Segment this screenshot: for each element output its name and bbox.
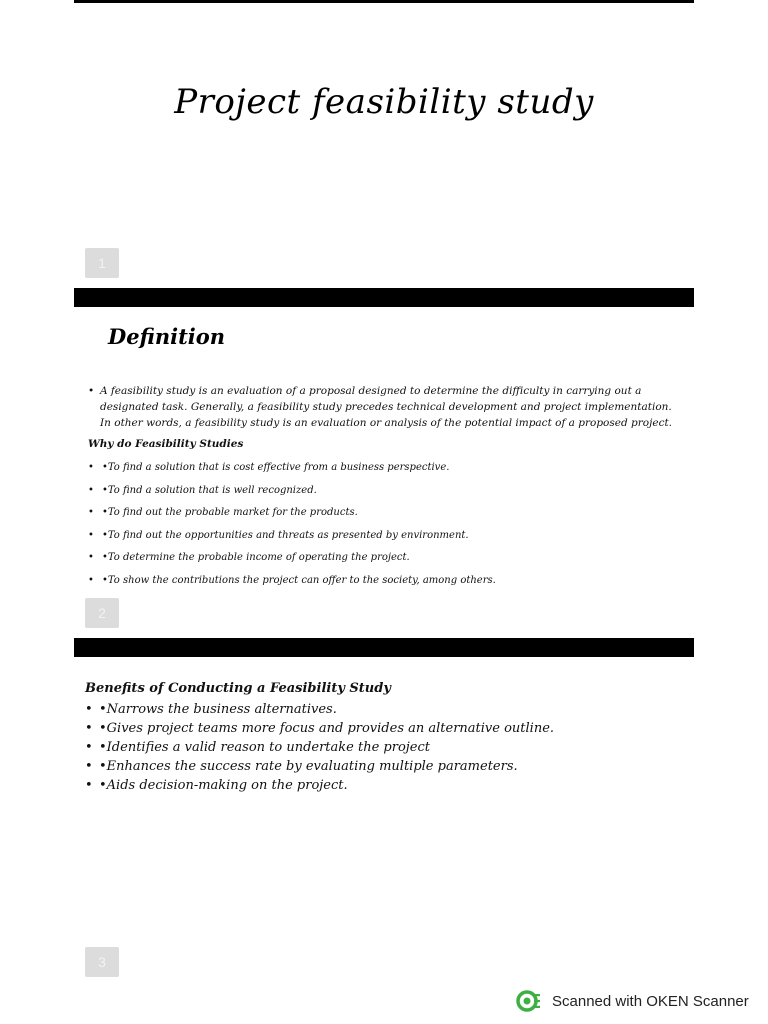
list-item: • •Aids decision-making on the project.: [85, 776, 685, 795]
slide-divider-2: [74, 638, 694, 657]
list-item: • •Identifies a valid reason to undertake the project: [85, 738, 685, 757]
list-item: • •Narrows the business alternatives.: [85, 700, 685, 719]
scanner-watermark: [516, 988, 749, 1014]
page-number-1: 1: [85, 248, 119, 278]
slide-title: Project feasibility study: [174, 82, 594, 122]
definition-heading: Definition: [108, 324, 226, 349]
slide-divider-1: [74, 288, 694, 307]
list-item: • •Enhances the success rate by evaluating multiple parameters.: [85, 757, 685, 776]
oken-scanner-logo-icon: [516, 990, 542, 1012]
list-item: • •To find out the opportunities and threats as presented by environment.: [88, 528, 688, 551]
page-number-3: 3: [85, 947, 119, 977]
page-number-2: 2: [85, 598, 119, 628]
benefits-list: [85, 700, 685, 795]
list-item: • •Gives project teams more focus and provides an alternative outline.: [85, 719, 685, 738]
watermark-text: Scanned with OKEN Scanner: [552, 992, 749, 1010]
list-item: • •To find a solution that is cost effective from a business perspective.: [88, 460, 688, 483]
benefits-heading: Benefits of Conducting a Feasibility Study: [85, 681, 391, 696]
list-item: • •To show the contributions the project can offer to the society, among others.: [88, 573, 688, 596]
top-rule: [74, 0, 694, 3]
definition-text: • A feasibility study is an evaluation of a proposal designed to determine the difficulty in carrying out a designated task. Generally, a feasibility study precedes technical development and project implementation. In other words, a feasibility study is an evaluation or analysis of the potential impact of a proposed project.: [88, 383, 682, 431]
definition-list: [88, 383, 682, 431]
why-feasibility-label: Why do Feasibility Studies: [88, 438, 244, 450]
why-list: [88, 460, 688, 596]
list-item: • •To find out the probable market for the products.: [88, 505, 688, 528]
list-item: • •To determine the probable income of operating the project.: [88, 550, 688, 573]
list-item: • •To find a solution that is well recognized.: [88, 483, 688, 506]
